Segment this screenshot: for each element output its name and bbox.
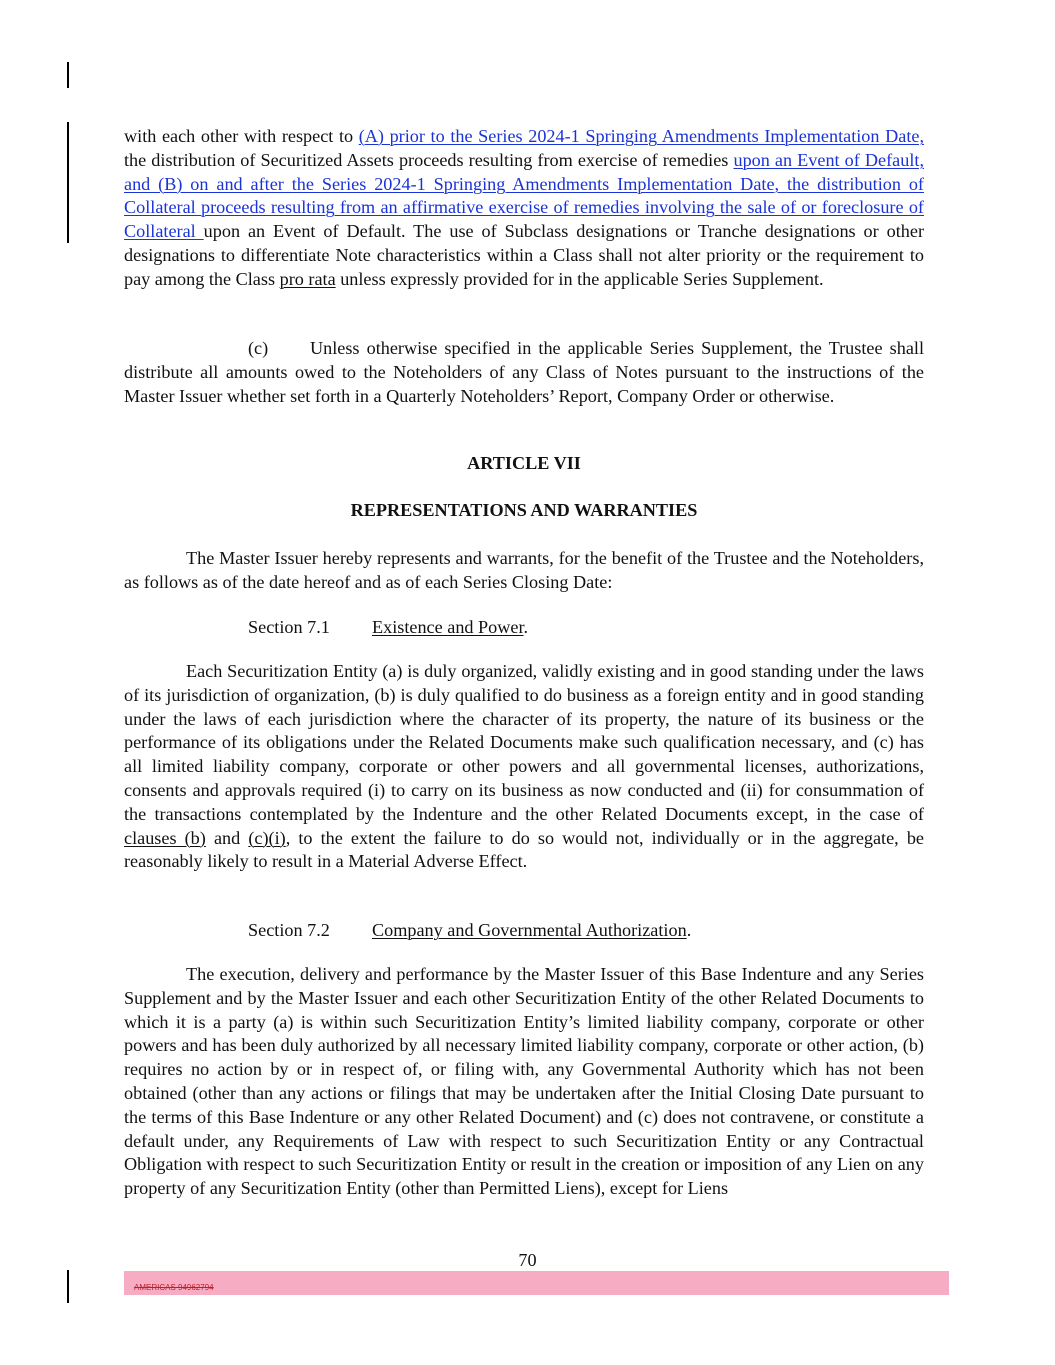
footer-doc-id: AMERICAS 94962794: [134, 1283, 214, 1292]
section-7-2-number: Section 7.2: [248, 920, 330, 940]
para-b-text-1: with each other with respect to: [124, 126, 359, 146]
para-b-text-3: upon an Event of Default. The use of Subclass designations or Tranche designations or other designations to differentiate Note characteristics within a Class shall not alter priority or the requirement to pay among the Class: [124, 221, 925, 289]
section-7-2-heading: [248, 919, 691, 943]
article-title: REPRESENTATIONS AND WARRANTIES: [350, 500, 698, 520]
section-7-2-body: [124, 963, 924, 1201]
section-7-1-heading: [248, 616, 528, 640]
paragraph-c: [124, 337, 924, 408]
article-number: ARTICLE VII: [467, 453, 581, 473]
para-b-text-4: unless expressly provided for in the applicable Series Supplement.: [335, 268, 824, 289]
section-7-1-period: .: [523, 617, 529, 637]
section-7-2-title: Company and Governmental Authorization: [372, 920, 687, 940]
change-bar-top: [67, 62, 69, 88]
section-7-1-text-2: and: [205, 827, 249, 848]
para-b-text-2: the distribution of Securitized Assets proceeds resulting from exercise of remedies: [124, 149, 734, 170]
paragraph-b-continuation: [124, 125, 924, 292]
footer-band: [124, 1271, 949, 1295]
section-7-1-text-3: , to the extent the failure to do so would not, individually or in the aggregate, be reasonably likely to result in a Material Adverse Effect.: [124, 827, 924, 872]
section-7-1-clauses-b: clauses (b): [124, 827, 206, 848]
section-7-1-title: Existence and Power: [372, 617, 524, 637]
change-bar-footer: [67, 1270, 69, 1303]
para-c-text: Unless otherwise specified in the applicable Series Supplement, the Trustee shall distribute all amounts owed to the Noteholders of any Class of Notes pursuant to the instructions of the Master Issuer whether set forth in a Quarterly Noteholders’ Report, Company Order or otherwise.: [124, 338, 924, 406]
para-b-pro-rata: pro rata: [279, 268, 336, 289]
intro-text: The Master Issuer hereby represents and warrants, for the benefit of the Trustee and the Noteholders, as follows as of the date hereof and as of each Series Closing Date:: [124, 548, 924, 592]
para-c-label: (c): [248, 338, 269, 358]
para-b-inserted-text-2: upon an Event of Default, and (B) on and after the Series 2024-1 Springing Amendments Implementation Date, the distribution of Collateral proceeds resulting from an affirmative exercise of remedies involving the sale of or foreclosure of Collateral: [124, 149, 924, 242]
change-bar-paragraph: [67, 122, 69, 243]
intro-paragraph: [124, 547, 924, 595]
section-7-1-clause-ci: (c)(i): [248, 827, 286, 848]
section-7-1-text-1: Each Securitization Entity (a) is duly organized, validly existing and in good standing under the laws of its jurisdiction of organization, (b) is duly qualified to do business as a foreign entity and in good standing under the laws of each jurisdiction where the character of its property, the nature of its business or the performance of its obligations under the Related Documents make such qualification necessary, and (c) has all limited liability company, corporate or other powers and all governmental licenses, authorizations, consents and approvals required (i) to carry on its business as now conducted and (ii) for consummation of the transactions contemplated by the Indenture and the other Related Documents except, in the case of: [124, 661, 924, 824]
para-b-inserted-text-1: (A) prior to the Series 2024-1 Springing Amendments Implementation Date,: [358, 126, 924, 146]
section-7-2-text: The execution, delivery and performance by the Master Issuer of this Base Indenture and any Series Supplement and by the Master Issuer and each other Securitization Entity of the other Related Documents to which it is a party (a) is within such Securitization Entity’s limited liability company, corporate or other powers and has been duly authorized by all necessary limited liability company, corporate or other action, (b) requires no action by or in respect of, or filing with, any Governmental Authority which has not been obtained (other than any actions or filings that may be undertaken after the Initial Closing Date pursuant to the terms of this Base Indenture or any other Related Document) and (c) does not contravene, or constitute a default under, any Requirements of Law with respect to such Securitization Entity or any Contractual Obligation with respect to such Securitization Entity or result in the creation or imposition of any Lien on any property of any Securitization Entity (other than Permitted Liens), except for Liens: [124, 964, 924, 1199]
section-7-1-body: [124, 660, 924, 874]
section-7-2-period: .: [686, 920, 692, 940]
section-7-1-number: Section 7.1: [248, 617, 330, 637]
page-number: 70: [518, 1250, 537, 1270]
